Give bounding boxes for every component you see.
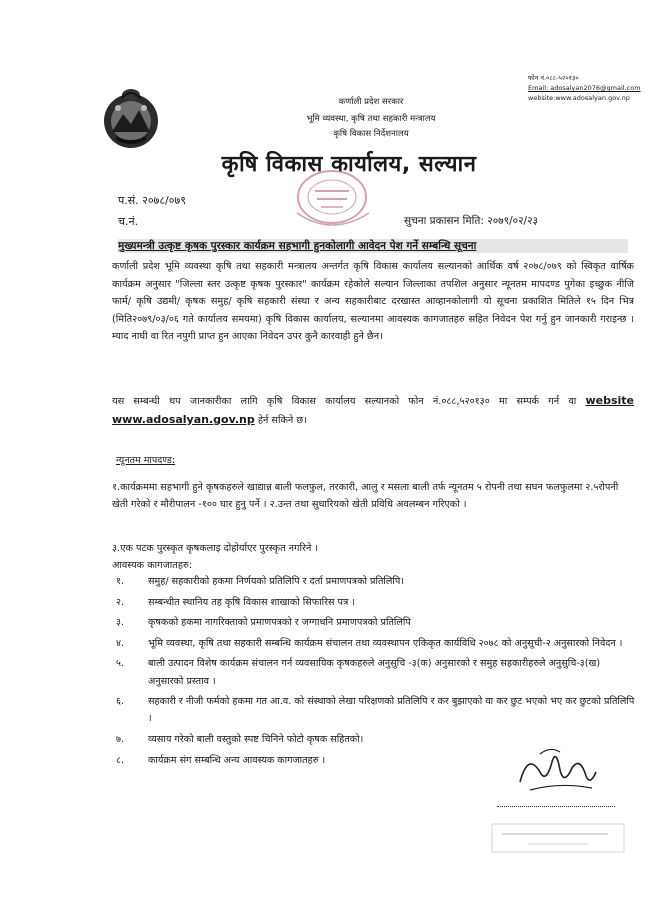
signature-line [497, 806, 615, 807]
criteria-heading: न्यूनतम मापदण्ड: [116, 455, 176, 466]
government-name: कर्णाली प्रदेश सरकार [338, 97, 404, 107]
office-website: website:www.adosalyan.gov.np [528, 94, 630, 102]
list-item: ३. कृषकको हकमा नागरिक्ताको प्रमाणपत्रको र जग्गाधनि प्रमाणपत्रको प्रतिलिपि [116, 617, 411, 629]
list-item: २. सम्बन्धीत स्थानिय तह कृषि विकास शाखाको सिफारिस पत्र । [116, 596, 355, 608]
list-item: ८. कार्यक्रम संग सम्बन्धि अन्य आवस्यक कागजातहरु । [116, 754, 326, 766]
office-stamp-icon [277, 165, 387, 235]
notice-subject: मुख्यमन्त्री उत्कृष्ट कृषक पुरस्कार कार्यक्रम सहभागी हुनकोलागी आवेदन पेश गर्ने सम्बन्धि सूचना [118, 239, 628, 253]
criteria-item-3: ३.एक पटक पुरस्कृत कृषकलाइ दोहोर्याएर पुरस्कृत नगरिने । [112, 543, 319, 554]
body-paragraph-1: कर्णाली प्रदेश भूमि व्यवस्था कृषि तथा सहकारी मन्त्रालय अन्तर्गत कृषि विकास कार्यालय सल्यानको आर्थिक वर्ष २०७८/०७९ को स्विकृत वार्षिक कार्यक्रम अनुसार "जिल्ला स्तर उत्कृष्ट कृषक पुरस्कार" कार्यक्रम रहेकोले सल्यान जिल्लाका तपशिल अनुसार न्यूनतम मापदण्ड पुगेका इच्छुक नीजि फार्म/ कृषि उद्यमी/ कृषक समुह/ कृषि सहकारी संस्था र अन्य सहकारीबाट दरखास्त आव्हानकोलागी यो सूचना प्रकाशित मितिले १५ दिन भित्र (मिति२०७९/०३/०६ गते कार्यालय समयमा) कृषि विकास कार्यालय, सल्यानमा आवस्यक कागजातहरु सहित निवेदन पेश गर्नु हुन जानकारी गराइन्छ ।म्याद नाघी वा रित नपुगी प्राप्त हुन आएका निवेदन उपर कुनै कारवाही हुने छैन। [112, 261, 634, 343]
office-title: कृषि विकास कार्यालय, सल्यान [221, 152, 477, 177]
directorate-name: कृषि विकास निर्देशनालय [333, 129, 409, 139]
list-item: ५. बाली उत्पादन विशेष कार्यक्रम संचालन गर्न व्यवसायिक कृषकहरुले अनुसुचि -३(क) अनुसारको र समुह सहकारीहरुले अनुसुचि-३(ख) अनुसारको प्रस्ताव । [116, 658, 601, 687]
reference-number: प.सं. २०७८/०७९ [118, 194, 186, 207]
list-item: १. समुह/ सहकारीको हकमा निर्णयको प्रतिलिपि र दर्ता प्रमाणपत्रको प्रतिलिपि। [116, 576, 404, 587]
office-email: Email: adosalyan2076@gmail.com [528, 84, 641, 92]
list-item: ७. व्यसाय गरेको बाली वस्तुको स्पष्ट चिनिने फोटो कृषक सहितको। [116, 733, 364, 745]
signature-icon [500, 742, 610, 802]
body-paragraph-2 [112, 392, 634, 429]
dispatch-number: च.नं. [118, 215, 139, 228]
ministry-name: भूमि व्यवस्था, कृषि तथा सहकारी मन्त्रालय [306, 114, 436, 124]
list-item: ६. सहकारी र नीजी फर्मको हकमा गत आ.व. को संस्थाको लेखा परिक्षणको प्रतिलिपि र कर बुझाएको वा कर छुट भएको भए कर छुटको प्रतिलिपि । [116, 696, 635, 725]
office-phone: फोन नं.०८८-५२०१३० [528, 74, 579, 82]
list-item: ४. भूमि व्यवस्था, कृषि तथा सहकारी सम्बन्धि कार्यक्रम संचालन तथा व्यवस्थापन एकिकृत कार्यविधि २०७८ को अनुसूची-२ अनुसारको निवेदन । [116, 637, 623, 649]
criteria-item-1: १.कार्यक्रममा सहभागी हुने कृषकहरुले खाद्यान्न बाली फलफुल, तरकारी, आलु र मसला बाली तर्फ न्यूनतम ५ रोपनी तथा सघन फलफुलमा २.५रोपनी खेती गरेको र मौरीपालन -१०० घार हुनु पर्ने । २.उन्त तथा सुधारियको खेती प्रविधि अवलम्बन गरिएको । [112, 482, 619, 510]
notice-date: सुचना प्रकासन मिति: २०७९/०२/२३ [404, 215, 539, 227]
documents-heading: आवस्यक कागजातहरु: [112, 560, 193, 571]
contact-sentence-end: हेर्न सकिने छ। [254, 414, 307, 426]
contact-sentence: यस सम्बन्धी थप जानकारीका लागि कृषि विकास कार्यालय सल्यानको फोन नं.०८८,५२०१३० मा सम्पर्क गर्न वा [112, 396, 586, 407]
website-link[interactable]: website www.adosalyan.gov.np [112, 394, 634, 426]
signatory-stamp-icon [488, 820, 628, 856]
